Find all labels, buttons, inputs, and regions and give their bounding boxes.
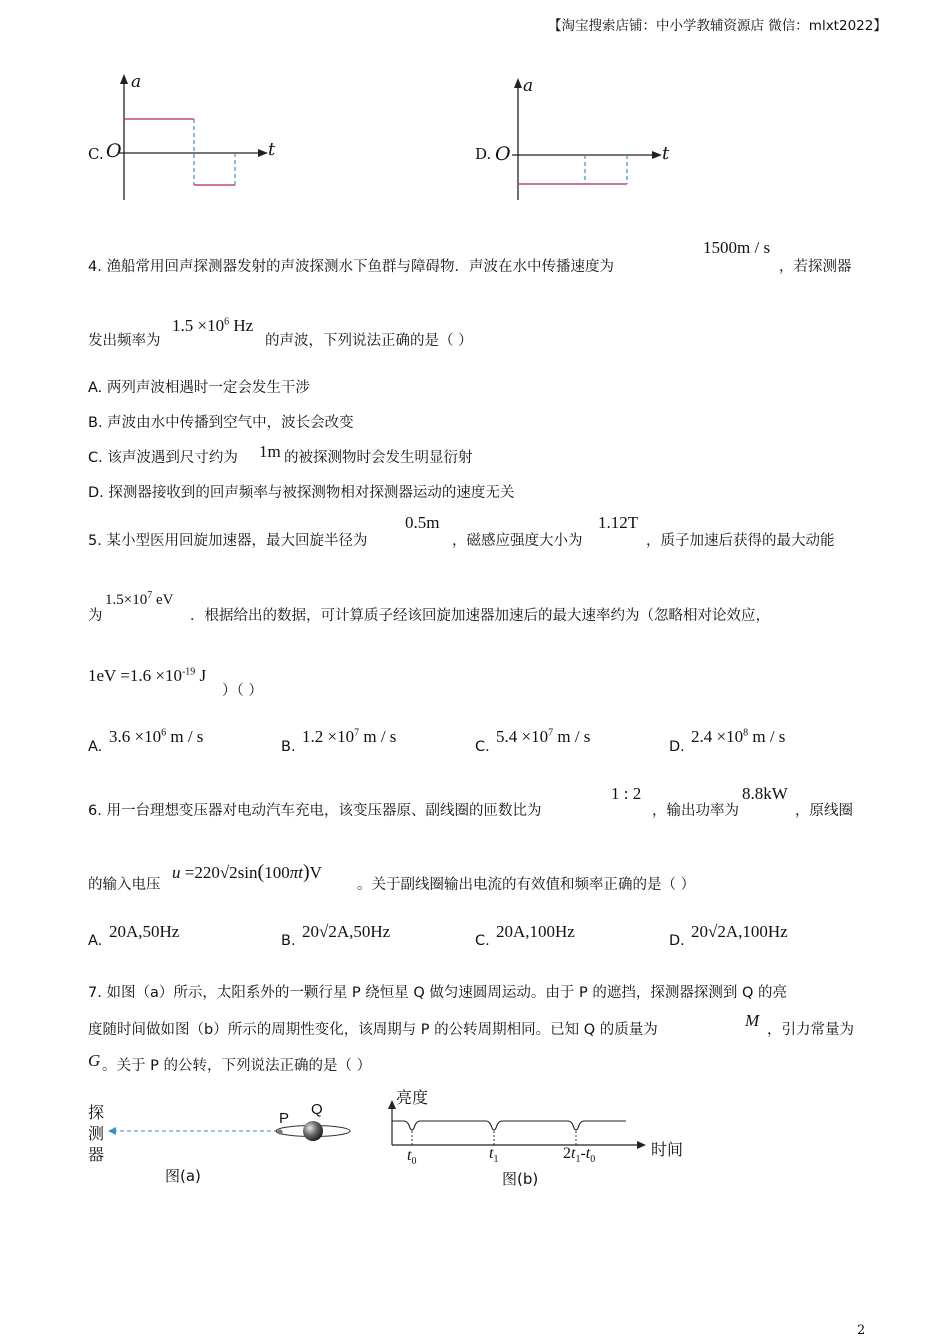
q6-option-a-label: A. xyxy=(88,933,103,949)
q5-option-c-value xyxy=(496,727,590,747)
q5-energy-base: 1.5×10 xyxy=(105,592,148,608)
q6-option-b-value: 20√2A,50Hz xyxy=(302,922,391,941)
fig-b-x-label: 时间 xyxy=(651,1140,684,1159)
q4-line1 xyxy=(88,255,614,276)
q4-stem-part4: 的声波，下列说法正确的是（ ） xyxy=(265,333,473,349)
graph-d-y-label: a xyxy=(523,76,534,96)
fig-b-tick-t1 xyxy=(489,1145,498,1165)
q4-stem-part2: ，若探测器 xyxy=(779,259,852,275)
graph-d-origin: O xyxy=(495,143,511,165)
q5-d-unit: m / s xyxy=(748,727,786,746)
q7-gravity-constant: G xyxy=(88,1051,101,1070)
q6-stem-part3: ，原线圈 xyxy=(795,803,853,819)
q6-u-var: u xyxy=(172,863,181,882)
q6-u-eq: =220 xyxy=(180,863,220,882)
q5-d-exp: 8 xyxy=(743,727,749,739)
q6-option-d-label: D. xyxy=(669,933,685,949)
fig-b-t1-t: t xyxy=(489,1145,494,1162)
fig-b-caption: 图(b) xyxy=(502,1170,539,1188)
page-number: 2 xyxy=(857,1323,866,1338)
fig-b-t2-t0: t xyxy=(585,1145,591,1162)
q6-option-c-label: C. xyxy=(475,933,490,949)
fig-a-label-q: Q xyxy=(311,1101,323,1118)
q4-freq-unit: Hz xyxy=(229,316,254,335)
q6-stem-part5: 。关于副线圈输出电流的有效值和频率正确的是（ ） xyxy=(357,877,696,893)
q5-option-a-label: A. xyxy=(88,739,103,755)
q6-u-open: ( xyxy=(257,861,265,883)
q5-c-exp: 7 xyxy=(548,727,554,739)
q6-u-sin: sin xyxy=(237,863,258,882)
q5-ev-base: 1eV =1.6 ×10 xyxy=(88,666,182,685)
q4-freq-base: 1.5 ×10 xyxy=(172,316,225,335)
q4-stem-part1: 4. 渔船常用回声探测器发射的声波探测水下鱼群与障碍物．声波在水中传播速度为 xyxy=(88,259,614,275)
q4-stem-part3: 发出频率为 xyxy=(88,333,161,349)
q7-stem-line1: 7. 如图（a）所示，太阳系外的一颗行星 P 绕恒星 Q 做匀速圆周运动。由于 P 的遮挡，探测器探测到 Q 的亮 xyxy=(88,985,788,1001)
q4-option-a: A. 两列声波相遇时一定会发生干涉 xyxy=(88,380,310,396)
fig-b-t0-sub: 0 xyxy=(411,1156,417,1168)
q5-energy-unit: eV xyxy=(152,592,174,608)
q5-stem-part5: ．根据给出的数据，可计算质子经该回旋加速器加速后的最大速率约为（忽略相对论效应， xyxy=(190,608,770,624)
q6-option-a-value: 20A,50Hz xyxy=(109,922,180,941)
q6-stem-part2: ，输出功率为 xyxy=(652,803,739,819)
q7-stem-line2-pre: 度随时间做如图（b）所示的周期性变化，该周期与 P 的公转周期相同。已知 Q 的质量为 xyxy=(88,1022,658,1038)
q7-stem-line2-post: ，引力常量为 xyxy=(767,1022,854,1038)
graph-c-origin: O xyxy=(106,140,122,162)
q6-stem-part4: 的输入电压 xyxy=(88,877,161,893)
q4-option-c-pre: C. 该声波遇到尺寸约为 xyxy=(88,450,238,466)
fig-b-tick-t0 xyxy=(407,1147,416,1167)
q4-speed: 1500m / s xyxy=(703,238,771,257)
q6-voltage-formula xyxy=(172,861,322,884)
fig-a-detector-3: 器 xyxy=(88,1145,105,1164)
q5-option-b-value xyxy=(302,727,396,747)
q5-ev-unit: J xyxy=(195,666,207,685)
fig-b-t2-sub1: 1 xyxy=(575,1154,581,1166)
q5-b-base: 1.2 ×10 xyxy=(302,727,355,746)
q5-radius: 0.5m xyxy=(405,513,440,532)
fig-b-drawing xyxy=(0,0,300,120)
q5-ev-exp: -19 xyxy=(181,666,196,678)
q5-option-d-label: D. xyxy=(669,739,685,755)
fig-a-caption: 图(a) xyxy=(165,1167,201,1185)
fig-b-tick-t2 xyxy=(563,1145,595,1165)
q5-c-unit: m / s xyxy=(553,727,591,746)
q6-ratio: 1 : 2 xyxy=(611,784,642,803)
q5-energy xyxy=(105,590,173,609)
q7-mass: M xyxy=(745,1011,760,1030)
q6-u-unit: V xyxy=(309,863,322,882)
q6-stem-part1: 6. 用一台理想变压器对电动汽车充电，该变压器原、副线圈的匝数比为 xyxy=(88,803,542,819)
q6-u-num: 100 xyxy=(264,863,290,882)
fig-b-t2-pre: 2 xyxy=(563,1145,571,1162)
graph-c-x-label: t xyxy=(268,139,276,160)
fig-a-detector-1: 探 xyxy=(88,1103,105,1122)
q4-option-c-val: 1m xyxy=(259,442,281,461)
q6-u-sqrt: √2 xyxy=(219,863,238,882)
q5-a-unit: m / s xyxy=(166,727,204,746)
graph-d-option-label: D. xyxy=(475,145,492,163)
q5-field: 1.12T xyxy=(598,513,639,532)
q5-d-base: 2.4 ×10 xyxy=(691,727,744,746)
fig-b-t0-t: t xyxy=(407,1147,412,1164)
q6-option-b-label: B. xyxy=(281,933,296,949)
fig-a-label-p: P xyxy=(279,1110,290,1127)
fig-a-detector-2: 测 xyxy=(88,1124,105,1143)
q6-option-c-value: 20A,100Hz xyxy=(496,922,575,941)
graph-c-y-label: a xyxy=(131,72,142,92)
q6-u-close: ) xyxy=(302,861,310,883)
q5-option-a-value xyxy=(109,727,203,747)
q4-frequency xyxy=(172,316,253,336)
q4-option-b: B. 声波由水中传播到空气中，波长会改变 xyxy=(88,415,354,431)
graph-c-option-label: C. xyxy=(88,145,104,163)
q5-a-exp: 6 xyxy=(161,727,167,739)
q6-option-d-value: 20√2A,100Hz xyxy=(691,922,788,941)
q5-b-unit: m / s xyxy=(359,727,397,746)
q5-ev-conversion xyxy=(88,666,206,686)
q5-stem-part6: ）（ ） xyxy=(222,683,263,699)
q5-energy-exp: 7 xyxy=(147,590,153,601)
q4-option-d: D. 探测器接收到的回声频率与被探测物相对探测器运动的速度无关 xyxy=(88,485,515,501)
q5-b-exp: 7 xyxy=(354,727,360,739)
q4-option-c-post: 的被探测物时会发生明显衍射 xyxy=(284,450,473,466)
fig-b-y-label: 亮度 xyxy=(396,1088,429,1107)
fig-b-t2-minus: - xyxy=(580,1145,586,1162)
q5-a-base: 3.6 ×10 xyxy=(109,727,162,746)
q5-stem-part3: ，质子加速后获得的最大动能 xyxy=(646,533,835,549)
q7-stem-line3: 。关于 P 的公转，下列说法正确的是（ ） xyxy=(102,1058,372,1074)
q5-option-d-value xyxy=(691,727,785,747)
graph-d-x-label: t xyxy=(662,143,670,164)
q5-stem-part4: 为 xyxy=(88,608,103,624)
q5-stem-part1: 5. 某小型医用回旋加速器，最大回旋半径为 xyxy=(88,533,368,549)
q5-stem-part2: ，磁感应强度大小为 xyxy=(452,533,583,549)
q4-freq-exp: 6 xyxy=(224,316,230,328)
header-banner: 【淘宝搜索店铺：中小学教辅资源店 微信：mlxt2022】 xyxy=(548,18,887,34)
q5-option-b-label: B. xyxy=(281,739,296,755)
q5-option-c-label: C. xyxy=(475,739,490,755)
fig-b-t2-t: t xyxy=(571,1145,576,1162)
q5-c-base: 5.4 ×10 xyxy=(496,727,549,746)
q6-u-pi: πt xyxy=(289,863,303,882)
fig-b-t1-sub: 1 xyxy=(493,1154,499,1166)
fig-b-t2-sub0: 0 xyxy=(590,1154,596,1166)
q6-power: 8.8kW xyxy=(742,784,788,803)
